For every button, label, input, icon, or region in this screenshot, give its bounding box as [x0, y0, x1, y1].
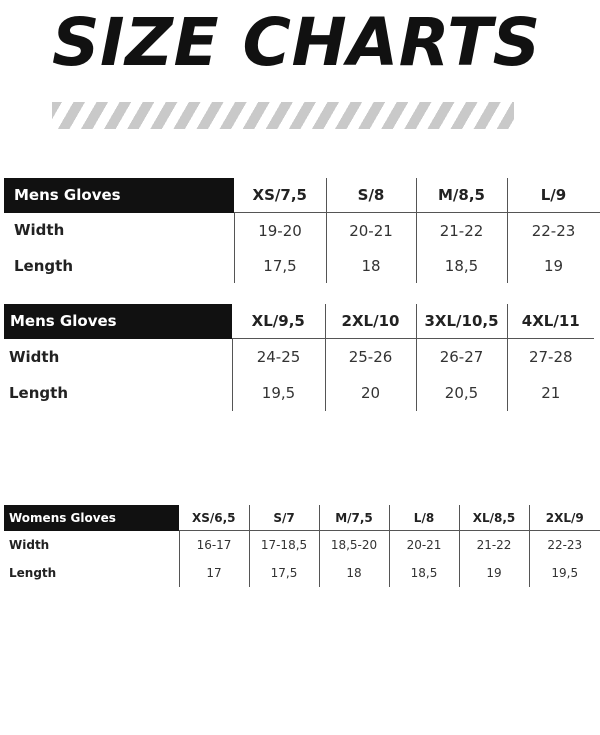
- size-header: M/7,5: [319, 505, 389, 531]
- size-header: 3XL/10,5: [416, 304, 507, 339]
- table-cell: 20: [325, 375, 416, 411]
- table-label: Mens Gloves: [4, 178, 234, 213]
- table-header-row: [4, 304, 594, 339]
- table-row: [4, 339, 594, 376]
- table-cell: 18,5-20: [319, 531, 389, 560]
- row-label: Length: [4, 375, 232, 411]
- table-cell: 16-17: [179, 531, 249, 560]
- table-row: [4, 559, 600, 587]
- size-header: S/7: [249, 505, 319, 531]
- table-cell: 19-20: [234, 213, 326, 249]
- table-label: Mens Gloves: [4, 304, 232, 339]
- table-cell: 19: [459, 559, 529, 587]
- table-cell: 17: [179, 559, 249, 587]
- table-row: [4, 375, 594, 411]
- size-header: L/8: [389, 505, 459, 531]
- size-header: 2XL/9: [529, 505, 600, 531]
- table-cell: 17,5: [234, 248, 326, 283]
- table-cell: 27-28: [528, 348, 573, 366]
- table-cell: 18,5: [389, 559, 459, 587]
- size-header: 2XL/10: [325, 304, 416, 339]
- table-header-row: [4, 178, 600, 213]
- table-cell: 24-25: [232, 339, 325, 376]
- table-cell: 21-22: [416, 213, 507, 249]
- table-row: [4, 213, 600, 249]
- table-cell: 20-21: [389, 531, 459, 560]
- table-cell: 17-18,5: [249, 531, 319, 560]
- table-cell: 26-27: [416, 339, 507, 376]
- table-cell: 18: [326, 248, 416, 283]
- size-header: S/8: [326, 178, 416, 213]
- mens-gloves-size-table-2: [4, 304, 594, 411]
- size-header: XS/6,5: [179, 505, 249, 531]
- table-cell: 19,5: [232, 375, 325, 411]
- table-cell: 20-21: [326, 213, 416, 249]
- row-label: Length: [4, 248, 234, 283]
- table-row: [4, 531, 600, 560]
- table-row: [4, 248, 600, 283]
- title-word-charts: CHARTS: [242, 4, 541, 81]
- table-cell: 22-23: [547, 538, 583, 552]
- size-header: 4XL/11: [507, 304, 594, 339]
- size-header: XS/7,5: [234, 178, 326, 213]
- title-word-size: SIZE: [52, 4, 220, 81]
- womens-gloves-size-table: [4, 505, 600, 587]
- table-cell: 19: [507, 248, 600, 283]
- row-label: Width: [4, 339, 232, 376]
- size-header: L/9: [507, 178, 600, 213]
- size-header: XL/9,5: [232, 304, 325, 339]
- row-label: Width: [4, 213, 234, 249]
- size-header: XL/8,5: [459, 505, 529, 531]
- table-cell: 25-26: [325, 339, 416, 376]
- mens-gloves-size-table-1: [4, 178, 600, 283]
- table-header-row: [4, 505, 600, 531]
- table-cell: 19,5: [551, 566, 579, 580]
- page-title: [52, 2, 541, 84]
- row-label: Width: [4, 531, 179, 560]
- size-header: M/8,5: [416, 178, 507, 213]
- table-cell: 20,5: [416, 375, 507, 411]
- table-cell: 17,5: [249, 559, 319, 587]
- table-cell: 21-22: [459, 531, 529, 560]
- decorative-stripe-divider: [52, 102, 514, 129]
- row-label: Length: [4, 559, 179, 587]
- table-cell: 18: [319, 559, 389, 587]
- table-cell: 18,5: [416, 248, 507, 283]
- table-cell: 22-23: [507, 213, 600, 249]
- table-label: Womens Gloves: [4, 505, 179, 531]
- table-cell: 21: [541, 384, 561, 402]
